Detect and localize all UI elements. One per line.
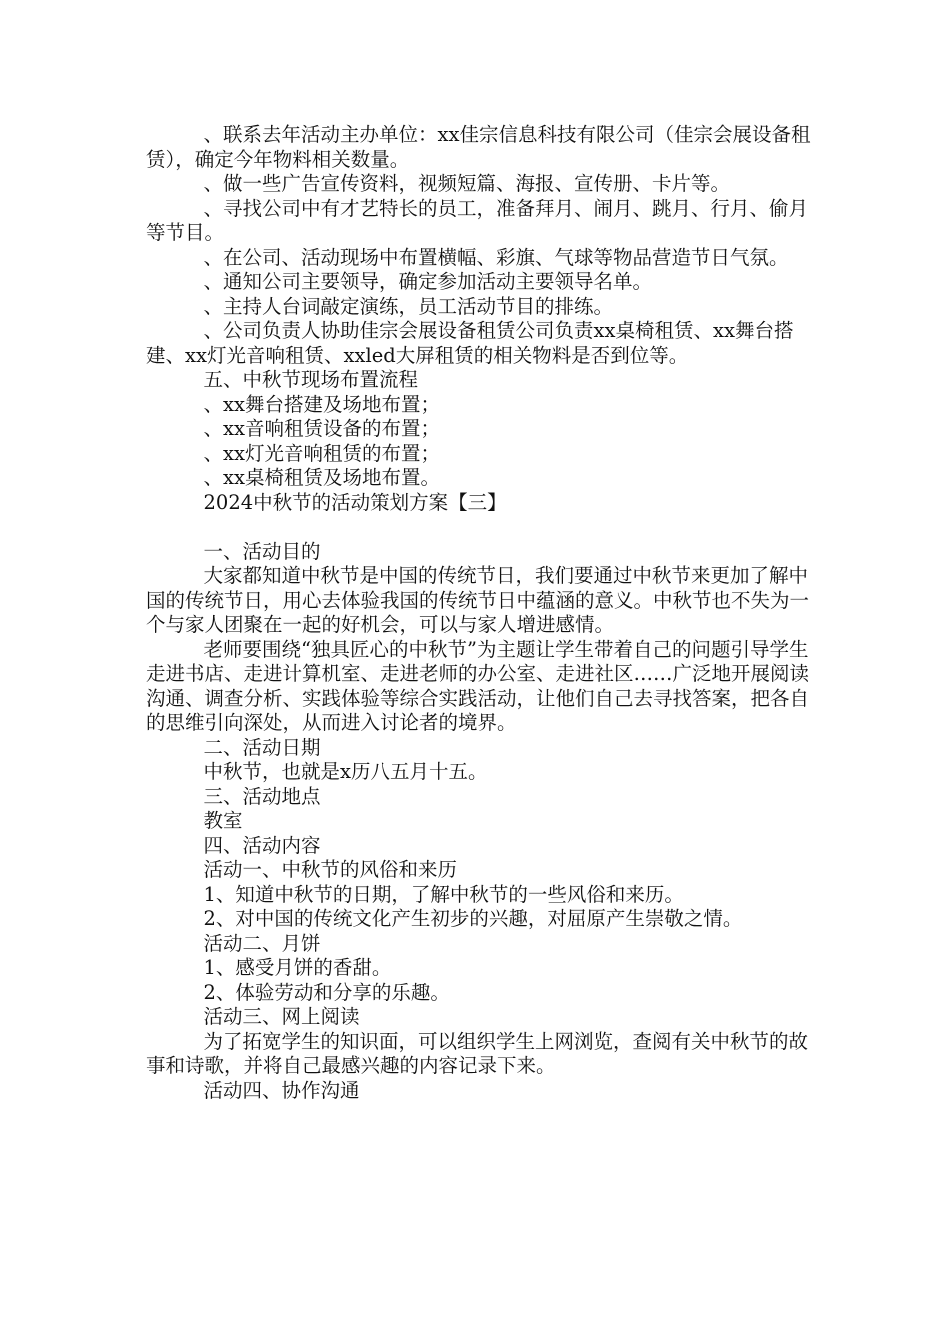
paragraph-decorations: 、在公司、活动现场中布置横幅、彩旗、气球等物品营造节日气氛。 (203, 245, 789, 269)
list-item-activity-one-1: 1、知道中秋节的日期，了解中秋节的一些风俗和来历。 (203, 882, 684, 906)
subheading-activity-two: 活动二、月饼 (203, 931, 321, 955)
paragraph-location-body: 教室 (203, 809, 243, 832)
paragraph-teacher-guidance: 老师要围绕“独具匠心的中秋节”为主题让学生带着自己的问题引导学生走进书店、走进计算机室、走进老师的办公室、走进社区……广泛地开展阅读沟通、调查分析、实践体验等综合实践活动，让他们自己去寻找答案，把各自的思维引向深处，从而进入讨论者的境界。 (146, 637, 810, 734)
paragraph-purpose-body: 大家都知道中秋节是中国的传统节日，我们要通过中秋节来更加了解中国的传统节日，用心去体验我国的传统节日中蕴涵的意义。中秋节也不失为一个与家人团聚在一起的好机会，可以与家人增进感情。 (146, 564, 810, 636)
section-title-plan-three: 2024中秋节的活动策划方案【三】 (203, 490, 507, 514)
subheading-activity-one: 活动一、中秋节的风俗和来历 (203, 858, 458, 881)
heading-activity-date: 二、活动日期 (203, 735, 321, 759)
list-item-furniture: 、xx桌椅租赁及场地布置。 (203, 466, 441, 489)
paragraph-ad-materials: 、做一些广告宣传资料，视频短篇、海报、宣传册、卡片等。 (203, 172, 731, 195)
subheading-activity-three: 活动三、网上阅读 (203, 1005, 360, 1028)
paragraph-rental-coordination: 、公司负责人协助佳宗会展设备租赁公司负责xx桌椅租赁、xx舞台搭建、xx灯光音响租赁、xxled大屏租赁的相关物料是否到位等。 (146, 319, 794, 367)
paragraph-talent-programs: 、寻找公司中有才艺特长的员工，准备拜月、闹月、跳月、行月、偷月等节目。 (146, 196, 809, 244)
heading-activity-purpose: 一、活动目的 (203, 539, 321, 563)
list-item-lighting: 、xx灯光音响租赁的布置； (203, 441, 441, 465)
heading-setup-process: 五、中秋节现场布置流程 (203, 368, 419, 391)
list-item-activity-two-2: 2、体验劳动和分享的乐趣。 (203, 980, 450, 1004)
blank-line (146, 515, 814, 540)
list-item-activity-two-1: 1、感受月饼的香甜。 (203, 956, 392, 979)
list-item-activity-one-2: 2、对中国的传统文化产生初步的兴趣，对屈原产生崇敬之情。 (203, 907, 743, 930)
subheading-activity-four: 活动四、协作沟通 (203, 1078, 360, 1102)
heading-activity-content: 四、活动内容 (203, 833, 321, 857)
list-item-stage: 、xx舞台搭建及场地布置； (203, 392, 441, 416)
document-body (146, 123, 814, 1103)
paragraph-host-rehearsal: 、主持人台词敲定演练，员工活动节目的排练。 (203, 294, 614, 318)
list-item-audio: 、xx音响租赁设备的布置； (203, 417, 441, 440)
paragraph-contact-organizer: 、联系去年活动主办单位：xx佳宗信息科技有限公司（佳宗会展设备租赁），确定今年物料相关数量。 (146, 123, 811, 171)
paragraph-notify-leaders: 、通知公司主要领导，确定参加活动主要领导名单。 (203, 270, 653, 293)
paragraph-activity-three-body: 为了拓宽学生的知识面，可以组织学生上网浏览，查阅有关中秋节的故事和诗歌，并将自己最感兴趣的内容记录下来。 (146, 1029, 809, 1077)
paragraph-date-body: 中秋节，也就是x历八五月十五。 (203, 760, 488, 783)
heading-activity-location: 三、活动地点 (203, 784, 321, 808)
